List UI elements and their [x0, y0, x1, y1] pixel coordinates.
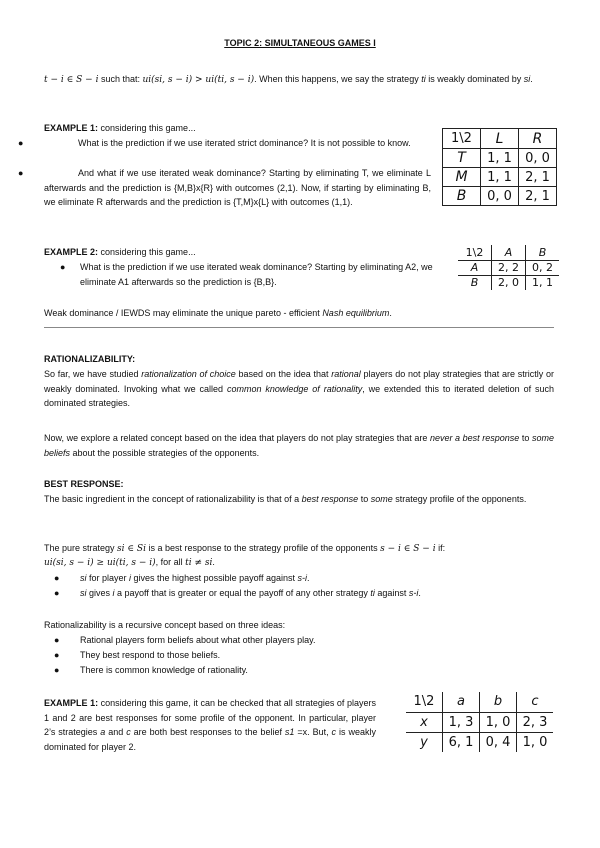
text: if: [435, 543, 446, 553]
text-em: common knowledge of rationality [226, 383, 363, 394]
payoff-cell: 1, 1 [481, 149, 519, 168]
text: based on the idea that [235, 369, 332, 379]
note-text: Weak dominance / IEWDS may eliminate the unique pareto - efficient [44, 308, 323, 318]
payoff-table-example-2 [458, 245, 559, 290]
text: a payoff that is greater or equal the payoff of any other strategy [114, 588, 371, 598]
bullet-icon: ● [54, 650, 60, 660]
bullet-text: What is the prediction if we use iterated strict dominance? It is not possible to know. [78, 138, 411, 148]
text: Now, we explore a related concept based on the idea that players do not play strategies that are [44, 433, 430, 443]
payoff-table-example-3 [406, 692, 553, 752]
bullet-icon: ● [54, 635, 60, 645]
bullet-icon: ● [18, 138, 24, 148]
payoff-cell: 2, 0 [492, 275, 526, 290]
math: s − i ∈ S − i [380, 544, 436, 554]
example-1-heading [44, 121, 444, 136]
bullet-icon: ● [60, 262, 66, 272]
text: players do not play strategies that are strictly or weakly dominated. Invoking what we called [44, 369, 555, 394]
text: =x. But, [294, 727, 332, 737]
text: Rational players form beliefs about what other players play. [80, 635, 316, 645]
table-corner: 1\2 [406, 692, 443, 712]
example-label: EXAMPLE 1: [44, 123, 99, 133]
bullet-text: And what if we use iterated weak dominance? Starting by eliminating T, we eliminate L afterwards and the prediction is {M,B}x{R} with outcomes (2,1). Now, if starting by eliminating B, we eliminate R afterwards and the prediction is {T,M}x{L} with outcomes (1,1). [44, 168, 431, 207]
best-response-inequality [44, 555, 554, 571]
row-header: B [443, 187, 481, 206]
payoff-cell: 1, 1 [481, 168, 519, 187]
intro-paragraph [44, 72, 554, 88]
text: about the possible strategies of the opponents. [70, 447, 260, 458]
payoff-cell: 0, 4 [480, 732, 517, 752]
text: gives the highest possible payoff against [131, 573, 298, 583]
note-text: . [389, 308, 392, 318]
math: si ∈ Si [117, 544, 146, 554]
math: ui(si, s − i) ≥ ui(ti, s − i) [44, 558, 156, 568]
payoff-cell: 0, 0 [519, 149, 557, 168]
row-header: T [443, 149, 481, 168]
text: . [306, 573, 310, 583]
table-corner: 1\2 [443, 129, 481, 149]
text-em: c [126, 727, 131, 737]
note-em: Nash equilibrium [322, 308, 390, 318]
column-header: a [443, 692, 480, 712]
bullet-icon: ● [54, 573, 60, 583]
text: is weakly dominated for player 2. [44, 727, 376, 752]
text: for player [86, 573, 130, 583]
text-em: some beliefs [44, 433, 554, 458]
intro-text: . [530, 74, 533, 84]
text: , for all [155, 557, 186, 567]
row-header: y [406, 732, 443, 752]
payoff-cell: 2, 3 [517, 712, 554, 732]
text: , we extended this to iterated deletion of such dominated strategies. [44, 383, 554, 408]
payoff-cell: 1, 1 [526, 275, 560, 290]
text: to [519, 433, 532, 443]
payoff-cell: 2, 1 [519, 187, 557, 206]
row-header: B [458, 275, 492, 290]
payoff-cell: 1, 0 [480, 712, 517, 732]
text: strategy profile of the opponents. [392, 494, 527, 504]
column-header: B [526, 245, 560, 260]
column-header: b [480, 692, 517, 712]
row-header: x [406, 712, 443, 732]
example-3-paragraph [44, 696, 376, 754]
example-lead: considering this game... [98, 247, 196, 257]
example-2-bullet-1 [60, 260, 452, 289]
section-divider [44, 327, 554, 328]
text: are both best responses to the belief [130, 727, 285, 737]
text: The basic ingredient in the concept of rationalizability is that of a [44, 494, 302, 504]
column-header: R [519, 129, 557, 149]
bullet-icon: ● [18, 168, 24, 178]
recursive-item [54, 663, 550, 678]
intro-text: . When this happens, we say the strategy [254, 74, 422, 84]
text: to [358, 494, 371, 504]
text-em: rational [331, 369, 361, 379]
example-label: EXAMPLE 2: [44, 247, 99, 257]
bullet-text: What is the prediction if we use iterated weak dominance? Starting by eliminating A2, we eliminate A1 afterwards so the prediction is {B,B}. [80, 262, 433, 287]
best-response-heading: BEST RESPONSE: [44, 479, 124, 489]
weak-dominance-note [44, 306, 554, 321]
text-em: rationalization of choice [141, 369, 236, 379]
payoff-cell: 0, 2 [526, 260, 560, 275]
intro-text: is weakly dominated by [425, 74, 524, 84]
text-em: si [80, 573, 87, 583]
payoff-inequality: ui(si, s − i) > ui(ti, s − i) [142, 75, 255, 85]
text-em: ti [370, 588, 375, 598]
text-em: some [370, 494, 393, 504]
example-2-heading [44, 245, 444, 260]
recursive-item [54, 648, 550, 663]
text-em: a [100, 727, 106, 737]
text: gives [86, 588, 113, 598]
payoff-cell: 6, 1 [443, 732, 480, 752]
table-corner: 1\2 [458, 245, 492, 260]
payoff-table-example-1 [442, 128, 557, 206]
math: ti ≠ si [185, 558, 213, 568]
text-em: best response [301, 494, 359, 504]
text-em: s-i [408, 588, 419, 598]
rationalizability-paragraph-1 [44, 367, 554, 411]
intro-em: ti [421, 74, 426, 84]
bullet-icon: ● [54, 665, 60, 675]
text: The pure strategy [44, 543, 118, 553]
strategy-set-formula: t − i ∈ S − i [44, 75, 99, 85]
payoff-cell: 1, 0 [517, 732, 554, 752]
row-header: A [458, 260, 492, 275]
example-lead: considering this game... [98, 123, 196, 133]
page-title: TOPIC 2: SIMULTANEOUS GAMES I [224, 38, 376, 48]
recursive-item [54, 633, 550, 648]
best-response-paragraph [44, 492, 554, 507]
rationalizability-heading: RATIONALIZABILITY: [44, 354, 136, 364]
text: So far, we have studied [44, 369, 142, 379]
column-header: L [481, 129, 519, 149]
example-label: EXAMPLE 1: [44, 698, 99, 708]
column-header: c [517, 692, 554, 712]
text: They best respond to those beliefs. [80, 650, 221, 660]
text-em: c [331, 727, 337, 737]
text: There is common knowledge of rationality. [80, 665, 248, 675]
text-em: never a best response [429, 433, 520, 443]
text-em: si [80, 588, 87, 598]
payoff-cell: 2, 1 [519, 168, 557, 187]
text-em: i [129, 573, 132, 583]
payoff-cell: 2, 2 [492, 260, 526, 275]
best-response-bullet-1 [54, 571, 550, 586]
example-1-bullet-2 [18, 166, 431, 210]
text-em: s1 [284, 727, 295, 737]
bullet-icon: ● [54, 588, 60, 598]
recursive-lead: Rationalizability is a recursive concept based on three ideas: [44, 620, 286, 630]
rationalizability-paragraph-2 [44, 431, 554, 460]
text-em: i [112, 588, 115, 598]
payoff-cell: 0, 0 [481, 187, 519, 206]
intro-text: such that: [98, 74, 143, 84]
text: . [418, 588, 421, 598]
text-em: s-i [297, 573, 307, 583]
text: is a best response to the strategy profile of the opponents [145, 543, 381, 553]
row-header: M [443, 168, 481, 187]
column-header: A [492, 245, 526, 260]
text: and [105, 727, 127, 737]
example-1-bullet-1 [18, 136, 431, 151]
best-response-bullet-2 [54, 586, 550, 601]
text: against [374, 588, 409, 598]
payoff-cell: 1, 3 [443, 712, 480, 732]
intro-em: si [523, 74, 531, 84]
text: considering this game, it can be checked that all strategies of players 1 and 2 are best responses for some profile of the opponent. In particular, player 2’s strategies [44, 698, 376, 737]
text: . [212, 557, 215, 567]
